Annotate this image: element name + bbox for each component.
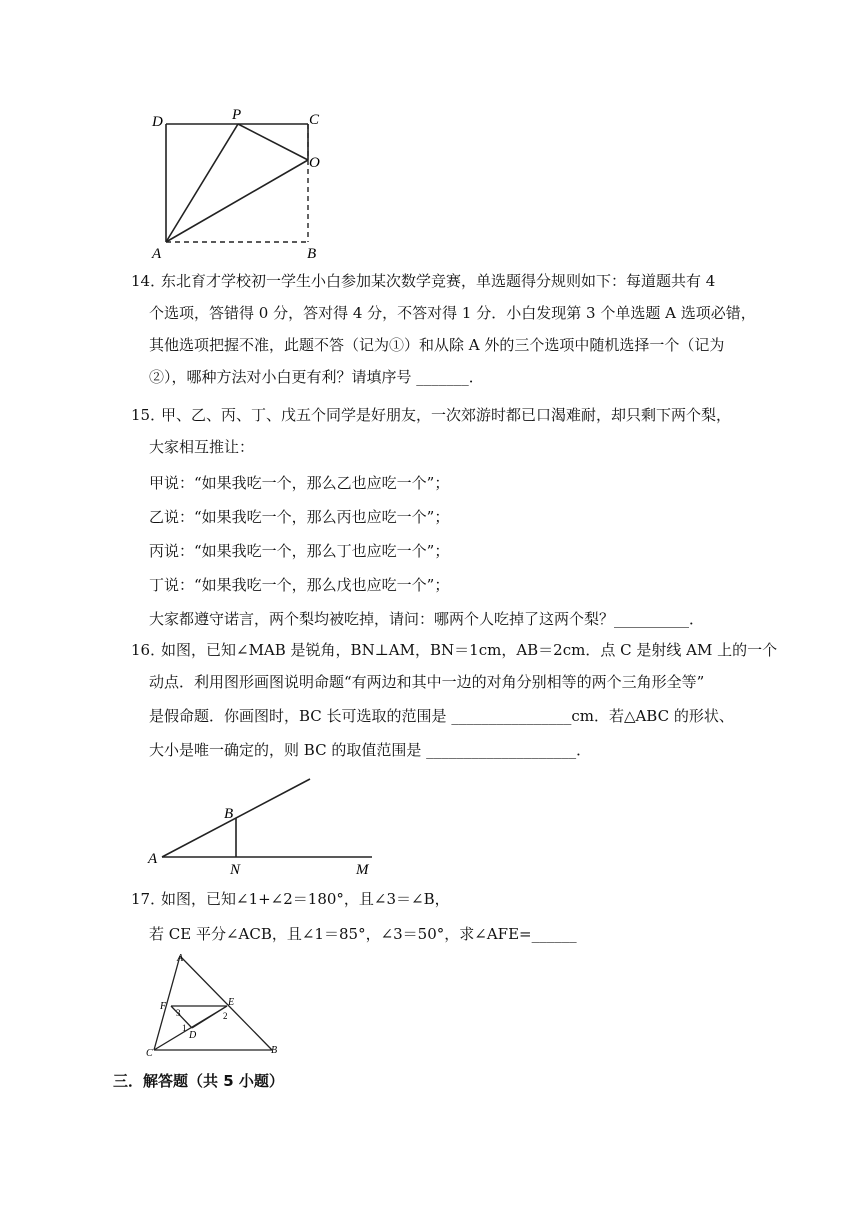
label-2: 2: [223, 1011, 228, 1021]
q16-line-1: 如图，已知∠MAB 是锐角，BN⊥AM，BN＝1cm，AB＝2cm．点 C 是射线 AM 上的一个: [161, 641, 778, 659]
segment-ED: [192, 1006, 227, 1028]
label-B: B: [271, 1045, 278, 1056]
q16-number: 16．: [131, 641, 166, 659]
q17-line-2: 若 CE 平分∠ACB，且∠1＝85°，∠3＝50°，求∠AFE=______: [149, 925, 577, 943]
label-1: 1: [182, 1023, 187, 1033]
q15-line-2: 大家相互推让：: [149, 438, 255, 456]
side-AC: [154, 956, 180, 1050]
q17-number: 17．: [131, 890, 166, 908]
label-M: M: [356, 862, 369, 877]
label-3: 3: [176, 1008, 181, 1018]
question-16: [131, 640, 778, 760]
triangle-figure: [140, 950, 290, 1058]
segment-PO: [238, 124, 308, 160]
label-F: F: [160, 1001, 167, 1012]
label-E: E: [228, 997, 235, 1008]
segment-AP: [166, 124, 238, 242]
q15-line-6: 丁说：“如果我吃一个，那么戊也应吃一个”；: [149, 576, 450, 594]
question-17: [131, 889, 751, 949]
q16-line-4: 大小是唯一确定的，则 BC 的取值范围是 ____________________．: [149, 741, 592, 759]
q17-line-1: 如图，已知∠1+∠2＝180°，且∠3＝∠B，: [161, 890, 450, 908]
q15-line-3: 甲说：“如果我吃一个，那么乙也应吃一个”；: [149, 474, 450, 492]
label-A: A: [152, 246, 162, 262]
q14-line-3: 其他选项把握不准，此题不答（记为①）和从除 A 外的三个选项中随机选择一个（记为: [149, 336, 725, 354]
q15-line-1: 甲、乙、丙、丁、戊五个同学是好朋友，一次郊游时都已口渴难耐，却只剩下两个梨，: [161, 406, 732, 424]
label-D: D: [152, 114, 163, 130]
ray-figure: [140, 775, 390, 877]
question-15: [131, 405, 751, 628]
label-C: C: [146, 1048, 153, 1058]
q14-line-2: 个选项，答错得 0 分，答对得 4 分，不答对得 1 分．小白发现第 3 个单选题 A 选项必错，: [149, 304, 756, 322]
q15-number: 15．: [131, 406, 166, 424]
q15-line-4: 乙说：“如果我吃一个，那么丙也应吃一个”；: [149, 508, 450, 526]
label-C: C: [309, 112, 320, 128]
question-14: [131, 271, 756, 391]
label-B: B: [307, 246, 317, 262]
segment-AO: [166, 160, 308, 242]
label-A: A: [148, 851, 158, 867]
label-P: P: [232, 107, 242, 123]
q16-line-2: 动点．利用图形画图说明命题“有两边和其中一边的对角分别相等的两个三角形全等”: [149, 673, 705, 691]
label-D: D: [189, 1030, 197, 1041]
q16-line-3: 是假命题．你画图时，BC 长可选取的范围是 ________________cm．若△ABC 的形状、: [149, 707, 734, 725]
label-A: A: [177, 953, 184, 964]
label-B: B: [224, 806, 234, 822]
square-figure: [140, 100, 340, 265]
q14-line-4: ②），哪种方法对小白更有利？请填序号 _______．: [149, 368, 484, 386]
q15-line-5: 丙说：“如果我吃一个，那么丁也应吃一个”；: [149, 542, 450, 560]
label-O: O: [309, 155, 320, 171]
q15-line-7: 大家都遵守诺言，两个梨均被吃掉，请问：哪两个人吃掉了这两个梨？__________．: [149, 610, 705, 628]
q14-line-1: 东北育才学校初一学生小白参加某次数学竞赛，单选题得分规则如下：每道题共有 4: [161, 272, 716, 290]
section-3-title: 三．解答题（共 5 小题）: [113, 1072, 284, 1090]
q14-number: 14．: [131, 272, 166, 290]
label-N: N: [230, 862, 241, 877]
section-heading: [113, 1070, 284, 1091]
